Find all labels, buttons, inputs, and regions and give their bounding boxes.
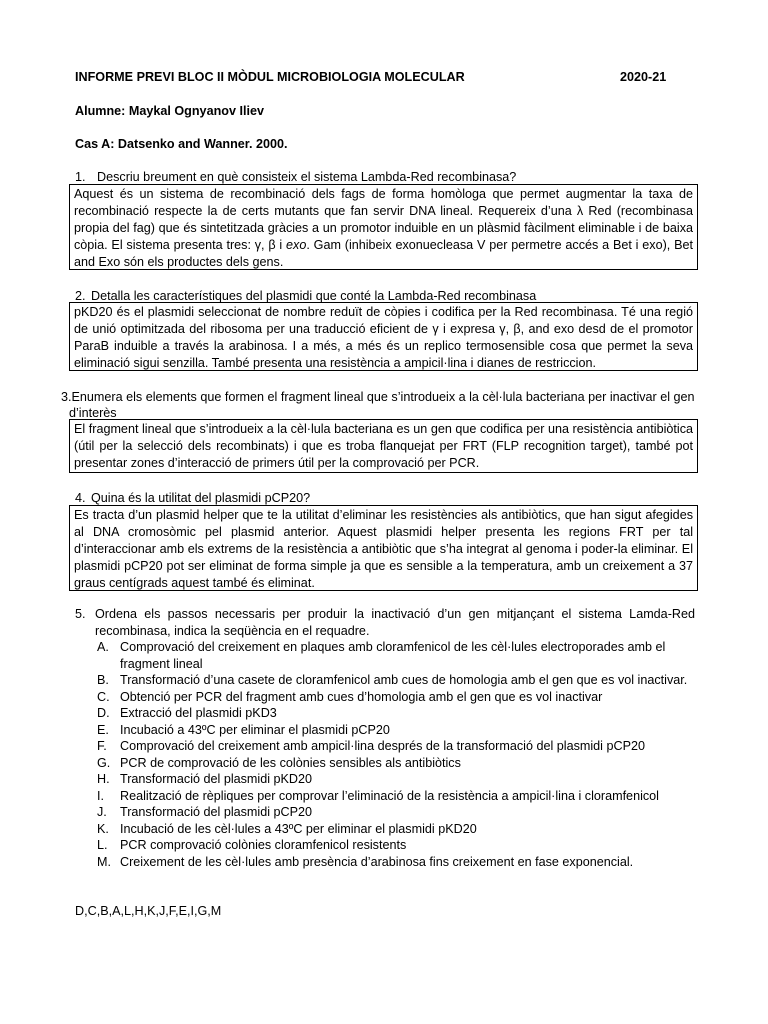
student-name: Alumne: Maykal Ognyanov Iliev [75, 104, 264, 118]
step-option [75, 722, 695, 739]
answer-box-1[interactable] [69, 184, 698, 270]
step-text: Comprovació del creixement amb ampicil·lina després de la transformació del plasmidi pCP20 [120, 739, 645, 753]
step-option [75, 689, 695, 706]
step-letter: H. [97, 772, 110, 786]
step-letter: D. [97, 706, 110, 720]
step-letter: J. [97, 805, 107, 819]
step-options-list [75, 639, 695, 870]
step-option [75, 672, 695, 689]
step-text: PCR comprovació colònies cloramfenicol resistents [120, 838, 407, 852]
answer-box-3[interactable] [69, 419, 698, 473]
step-option [75, 738, 695, 755]
answer-1-end: . Gam (inhibeix exonuecleasa V per permetre accés a Bet i exo), Bet and Exo són els productes dels gens. [74, 238, 693, 269]
step-text: Transformació d’una casete de cloramfenicol amb cues de homologia amb el gen que es vol inactivar. [120, 673, 688, 687]
step-option [75, 771, 695, 788]
question-5-text: Ordena els passos necessaris per produir la inactivació d’un gen mitjançant el sistema Lamda-Red recombinasa, indica la seqüència en el requadre. [95, 607, 695, 638]
question-3-text: Enumera els elements que formen el fragment lineal que s’introdueix a la cèl·lula bacteriana per inactivar el gen d’interès [69, 390, 695, 420]
step-text: Realització de rèpliques per comprovar l’eliminació de la resistència a ampicil·lina i cloramfenicol [120, 788, 659, 803]
step-option [75, 788, 695, 805]
step-option [75, 837, 695, 854]
step-text: Comprovació del creixement en plaques amb cloramfenicol de les cèl·lules electroporades amb el fragment lineal [120, 640, 666, 671]
step-option [75, 639, 695, 672]
step-text: Incubació a 43ºC per eliminar el plasmidi pCP20 [120, 722, 390, 737]
case-reference: Cas A: Datsenko and Wanner. 2000. [75, 137, 288, 151]
question-1-number: 1. [75, 170, 86, 184]
step-letter: L. [97, 838, 108, 852]
question-2-text: Detalla les característiques del plasmidi que conté la Lambda-Red recombinasa [91, 289, 537, 303]
step-text: Creixement de les cèl·lules amb presència d’arabinosa fins creixement en fase exponencial. [120, 854, 634, 869]
document-year: 2020-21 [620, 70, 667, 84]
answer-1-italic: exo [286, 238, 307, 252]
step-letter: G. [97, 755, 111, 770]
answer-box-2[interactable] [69, 302, 698, 371]
step-text: Incubació de les cèl·lules a 43ºC per eliminar el plasmidi pKD20 [120, 821, 477, 836]
step-text: Transformació del plasmidi pKD20 [120, 772, 313, 786]
step-text: Obtenció per PCR del fragment amb cues d’homologia amb el gen que es vol inactivar [120, 689, 603, 704]
step-letter: K. [97, 821, 109, 836]
answer-2-text: pKD20 és el plasmidi seleccionat de nombre reduït de còpies i codifica per la Red recombinasa. Té una regió de unió optimitzada del ribosoma per una traducció eficient de γ i expresa γ, β, and exo desd de el promotor ParaB induible a través la arabinosa. I a més, a més és un replico termosensible cosa que permet la seva eliminació sigui senzilla. També presenta una resistència a ampicil·lina i dianes de restriccion. [74, 305, 693, 370]
question-4-text: Quina és la utilitat del plasmidi pCP20? [91, 491, 311, 505]
answer-3-text: El fragment lineal que s’introdueix a la cèl·lula bacteriana es un gen que codifica per una resistència antibiòtica (útil per la selecció dels recombinats) i que es troba flanquejat per FRT (FLP recognition target), també pot presentar zones d’interacció de primers útil per la comprovació per PCR. [74, 422, 693, 470]
question-5-prompt [75, 606, 695, 639]
step-letter: B. [97, 673, 109, 687]
question-4-number: 4. [75, 491, 86, 505]
step-letter: M. [97, 854, 111, 869]
question-2-number: 2. [75, 289, 86, 303]
document-title: INFORME PREVI BLOC II MÒDUL MICROBIOLOGIA MOLECULAR [75, 70, 465, 84]
step-option [75, 854, 695, 871]
step-letter: F. [97, 739, 107, 753]
sequence-answer[interactable]: D,C,B,A,L,H,K,J,F,E,I,G,M [75, 904, 222, 918]
question-1-text: Descriu breument en què consisteix el sistema Lambda-Red recombinasa? [97, 170, 517, 184]
question-5 [75, 606, 695, 870]
answer-box-4[interactable] [69, 505, 698, 591]
question-3-number: 3. [61, 390, 72, 404]
step-text: Transformació del plasmidi pCP20 [120, 805, 313, 819]
step-letter: A. [97, 640, 109, 654]
answer-1-text: Aquest és un sistema de recombinació dels fags de forma homòloga que permet augmentar la taxa de recombinació respecte la de certs mutants que fan servir DNA lineal. Requereix d’una λ Red (recombinasa propia del fag) que és sintetitzada gràcies a un promotor induible en un plàsmid fàcilment eliminable i de baixa còpia. El sistema presenta tres: γ, β i [74, 187, 693, 252]
step-option [75, 755, 695, 772]
step-option [75, 804, 695, 821]
step-text: PCR de comprovació de les colònies sensibles als antibiòtics [120, 755, 461, 770]
step-letter: I. [97, 788, 104, 803]
step-text: Extracció del plasmidi pKD3 [120, 706, 277, 720]
step-letter: E. [97, 722, 109, 737]
step-option [75, 821, 695, 838]
question-3 [61, 389, 709, 421]
answer-4-text: Es tracta d’un plasmid helper que te la utilitat d’eliminar les resistències als antibiòtics, que han sigut afegides al DNA cromosòmic pel plasmid anterior. Aquest plasmidi helper presenta les regions FRT per tal d’interaccionar amb els extrems de la resistència a antibiòtic que s’ha integrat al genoma i poder-la eliminar. El plasmidi pCP20 pot ser eliminat de forma simple ja que es sensible a la temperatura, amb un creixement a 37 graus centígrads aquest també és eliminat. [74, 508, 693, 590]
step-option [75, 705, 695, 722]
question-5-number: 5. [75, 607, 86, 621]
step-letter: C. [97, 689, 110, 704]
